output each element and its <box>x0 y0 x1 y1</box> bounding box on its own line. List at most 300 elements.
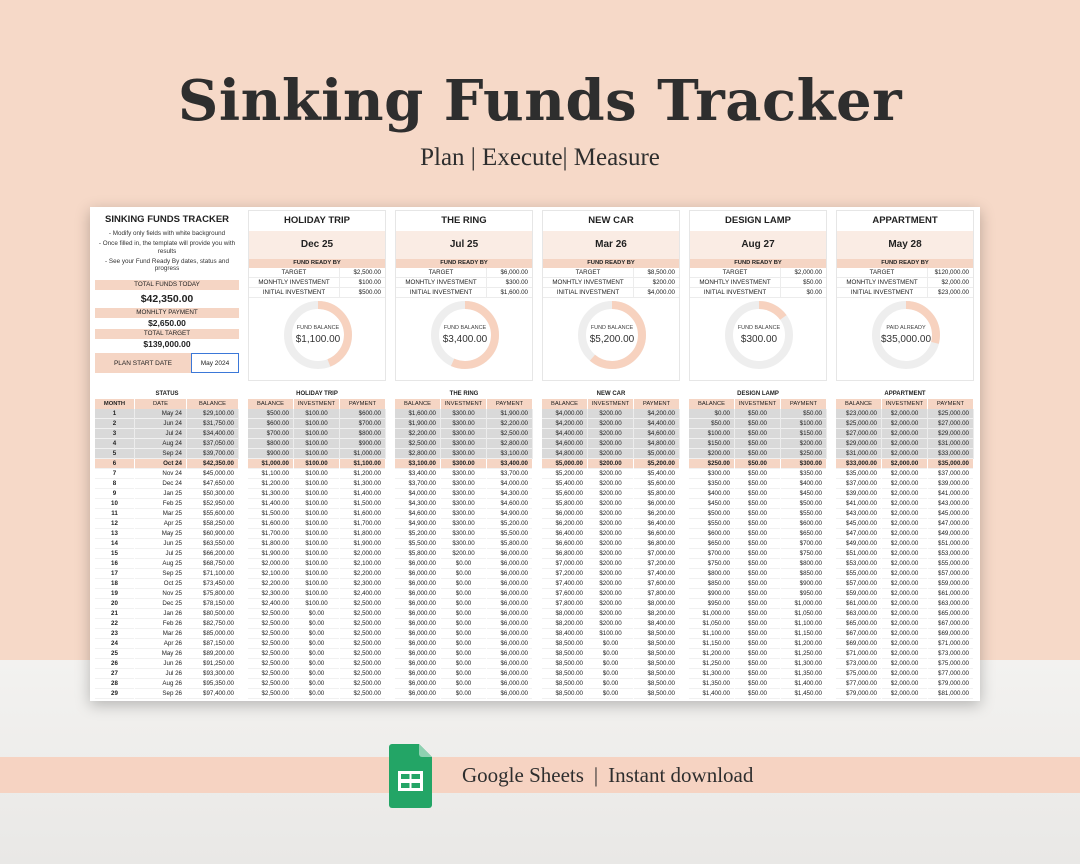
balance-cell: $47,650.00 <box>187 479 239 489</box>
month-cell: 25 <box>95 649 135 659</box>
investment-cell: $300.00 <box>441 419 487 429</box>
fund-monthly-label: MONHTLY INVESTMENT <box>543 278 634 287</box>
fund-target-value[interactable]: $6,000.00 <box>500 269 528 276</box>
balance-cell: $57,000.00 <box>836 579 882 589</box>
balance-cell: $33,000.00 <box>836 459 882 469</box>
table-row <box>248 629 386 639</box>
payment-cell: $750.00 <box>781 549 827 559</box>
payment-cell: $6,600.00 <box>634 529 680 539</box>
table-row <box>95 609 239 619</box>
balance-cell: $50,300.00 <box>187 489 239 499</box>
balance-cell: $1,250.00 <box>689 659 735 669</box>
fund-table <box>836 390 974 699</box>
table-row <box>542 679 680 689</box>
balance-cell: $45,000.00 <box>187 469 239 479</box>
payment-cell: $2,500.00 <box>340 659 386 669</box>
payment-cell: $4,200.00 <box>634 409 680 419</box>
table-row <box>395 609 533 619</box>
investment-cell: $100.00 <box>294 409 340 419</box>
balance-cell: $600.00 <box>689 529 735 539</box>
table-row <box>542 499 680 509</box>
donut-value: $3,400.00 <box>442 334 488 345</box>
table-row <box>542 559 680 569</box>
balance-cell: $1,800.00 <box>248 539 294 549</box>
date-cell: Apr 26 <box>135 639 187 649</box>
fund-ready-date: Mar 26 <box>543 231 679 259</box>
table-row <box>542 669 680 679</box>
table-row <box>95 639 239 649</box>
payment-cell: $51,000.00 <box>928 539 974 549</box>
balance-cell: $69,000.00 <box>836 639 882 649</box>
investment-cell: $50.00 <box>735 449 781 459</box>
investment-cell: $2,000.00 <box>882 519 928 529</box>
balance-cell: $2,500.00 <box>248 649 294 659</box>
balance-cell: $6,000.00 <box>395 669 441 679</box>
payment-cell: $1,250.00 <box>781 649 827 659</box>
investment-cell: $200.00 <box>588 509 634 519</box>
investment-cell: $50.00 <box>735 469 781 479</box>
investment-cell: $300.00 <box>441 439 487 449</box>
payment-cell: $6,000.00 <box>487 579 533 589</box>
table-row <box>248 489 386 499</box>
total-target-label: TOTAL TARGET <box>95 329 239 339</box>
payment-cell: $5,600.00 <box>634 479 680 489</box>
fund-card <box>689 210 827 381</box>
table-row <box>689 449 827 459</box>
balance-cell: $8,500.00 <box>542 679 588 689</box>
balance-cell: $6,000.00 <box>542 509 588 519</box>
investment-cell: $0.00 <box>294 659 340 669</box>
investment-cell: $2,000.00 <box>882 589 928 599</box>
instruction-3: - See your Fund Ready By dates, status and progress <box>105 257 229 273</box>
balance-cell: $500.00 <box>248 409 294 419</box>
balance-cell: $77,000.00 <box>836 679 882 689</box>
investment-cell: $50.00 <box>735 459 781 469</box>
table-row <box>248 449 386 459</box>
table-row <box>395 639 533 649</box>
payment-cell: $33,000.00 <box>928 449 974 459</box>
table-row <box>836 409 974 419</box>
payment-cell: $7,000.00 <box>634 549 680 559</box>
investment-cell: $50.00 <box>735 409 781 419</box>
table-row <box>689 589 827 599</box>
payment-cell: $6,000.00 <box>487 689 533 699</box>
balance-cell: $73,450.00 <box>187 579 239 589</box>
table-row <box>836 639 974 649</box>
balance-cell: $27,000.00 <box>836 429 882 439</box>
investment-cell: $100.00 <box>294 459 340 469</box>
table-row <box>836 679 974 689</box>
investment-cell: $100.00 <box>294 569 340 579</box>
balance-cell: $4,000.00 <box>542 409 588 419</box>
investment-cell: $50.00 <box>735 569 781 579</box>
fund-monthly-value[interactable]: $2,000.00 <box>941 279 969 286</box>
payment-cell: $8,500.00 <box>634 679 680 689</box>
investment-cell: $0.00 <box>588 689 634 699</box>
table-row <box>542 519 680 529</box>
table-row <box>836 519 974 529</box>
table-row <box>95 529 239 539</box>
payment-cell: $1,400.00 <box>781 679 827 689</box>
fund-table <box>248 390 386 699</box>
balance-cell: $5,000.00 <box>542 459 588 469</box>
payment-cell: $4,900.00 <box>487 509 533 519</box>
payment-cell: $6,000.00 <box>487 569 533 579</box>
payment-cell: $2,500.00 <box>340 679 386 689</box>
investment-cell: $200.00 <box>588 419 634 429</box>
table-row <box>248 519 386 529</box>
table-row <box>395 469 533 479</box>
investment-cell: $50.00 <box>735 649 781 659</box>
payment-cell: $6,000.00 <box>487 679 533 689</box>
balance-cell: $42,350.00 <box>187 459 239 469</box>
instruction-2: - Once filled in, the template will provide you with results <box>98 240 236 255</box>
fund-card <box>248 210 386 381</box>
balance-cell: $8,500.00 <box>542 689 588 699</box>
payment-cell: $2,300.00 <box>340 579 386 589</box>
balance-cell: $45,000.00 <box>836 519 882 529</box>
table-row <box>836 689 974 699</box>
date-cell: Dec 25 <box>135 599 187 609</box>
investment-cell: $50.00 <box>735 619 781 629</box>
balance-cell: $95,350.00 <box>187 679 239 689</box>
table-row <box>395 579 533 589</box>
balance-cell: $8,500.00 <box>542 639 588 649</box>
date-cell: Jul 26 <box>135 669 187 679</box>
table-row <box>95 459 239 469</box>
balance-cell: $1,400.00 <box>248 499 294 509</box>
date-cell: Apr 25 <box>135 519 187 529</box>
balance-cell: $25,000.00 <box>836 419 882 429</box>
investment-cell: $50.00 <box>735 439 781 449</box>
balance-cell: $29,000.00 <box>836 439 882 449</box>
table-row <box>542 689 680 699</box>
investment-cell: $2,000.00 <box>882 419 928 429</box>
payment-cell: $50.00 <box>781 409 827 419</box>
payment-cell: $6,000.00 <box>487 559 533 569</box>
payment-cell: $1,700.00 <box>340 519 386 529</box>
table-row <box>836 469 974 479</box>
table-row <box>95 499 239 509</box>
fund-monthly-value[interactable]: $50.00 <box>803 279 822 286</box>
fund-monthly-value[interactable]: $200.00 <box>652 279 675 286</box>
table-row <box>542 479 680 489</box>
payment-cell: $1,900.00 <box>340 539 386 549</box>
table-row <box>689 499 827 509</box>
table-row <box>95 559 239 569</box>
donut-label: FUND BALANCE <box>443 325 487 331</box>
fund-ready-label: FUND READY BY <box>249 259 385 268</box>
status-table-title: STATUS <box>95 390 239 399</box>
investment-cell: $100.00 <box>294 579 340 589</box>
payment-cell: $1,400.00 <box>340 489 386 499</box>
status-table-header <box>95 399 239 409</box>
month-cell: 8 <box>95 479 135 489</box>
payment-cell: $35,000.00 <box>928 459 974 469</box>
date-cell: Jul 24 <box>135 429 187 439</box>
payment-cell: $2,800.00 <box>487 439 533 449</box>
table-row <box>689 429 827 439</box>
table-row <box>542 589 680 599</box>
balance-cell: $2,500.00 <box>248 609 294 619</box>
fund-name: APPARTMENT <box>872 215 938 226</box>
payment-cell: $5,000.00 <box>634 449 680 459</box>
investment-cell: $50.00 <box>735 419 781 429</box>
balance-cell: $37,000.00 <box>836 479 882 489</box>
fund-target-value[interactable]: $2,000.00 <box>794 269 822 276</box>
investment-cell: $2,000.00 <box>882 439 928 449</box>
table-row <box>836 429 974 439</box>
payment-cell: $300.00 <box>781 459 827 469</box>
investment-cell: $50.00 <box>735 609 781 619</box>
balance-cell: $7,800.00 <box>542 599 588 609</box>
fund-ready-date: Jul 25 <box>396 231 532 259</box>
table-row <box>248 459 386 469</box>
balance-cell: $1,050.00 <box>689 619 735 629</box>
balance-cell: $6,400.00 <box>542 529 588 539</box>
table-row <box>248 419 386 429</box>
fund-monthly-value[interactable]: $100.00 <box>358 279 381 286</box>
balance-cell: $1,900.00 <box>395 419 441 429</box>
payment-cell: $59,000.00 <box>928 579 974 589</box>
table-row <box>689 489 827 499</box>
payment-cell: $250.00 <box>781 449 827 459</box>
payment-cell: $600.00 <box>340 409 386 419</box>
balance-cell: $900.00 <box>689 589 735 599</box>
balance-cell: $8,500.00 <box>542 659 588 669</box>
table-row <box>248 639 386 649</box>
payment-cell: $4,300.00 <box>487 489 533 499</box>
fund-initial-value[interactable]: $0.00 <box>806 289 822 296</box>
investment-cell: $2,000.00 <box>882 489 928 499</box>
balance-cell: $5,600.00 <box>542 489 588 499</box>
table-row <box>542 469 680 479</box>
date-cell: Oct 25 <box>135 579 187 589</box>
investment-cell: $200.00 <box>588 439 634 449</box>
fund-initial-label: INITIAL INVESTMENT <box>690 288 781 297</box>
date-cell: Jan 25 <box>135 489 187 499</box>
date-cell: Jun 25 <box>135 539 187 549</box>
balance-cell: $6,000.00 <box>395 659 441 669</box>
fund-target-value[interactable]: $2,500.00 <box>353 269 381 276</box>
table-row <box>95 469 239 479</box>
investment-cell: $0.00 <box>441 669 487 679</box>
table-row <box>395 519 533 529</box>
balance-cell: $2,500.00 <box>248 639 294 649</box>
month-cell: 9 <box>95 489 135 499</box>
investment-cell: $200.00 <box>441 549 487 559</box>
investment-cell: $200.00 <box>588 589 634 599</box>
investment-cell: $100.00 <box>294 499 340 509</box>
payment-cell: $6,000.00 <box>487 609 533 619</box>
investment-cell: $100.00 <box>294 519 340 529</box>
investment-cell: $50.00 <box>735 629 781 639</box>
investment-cell: $50.00 <box>735 529 781 539</box>
balance-cell: $91,250.00 <box>187 659 239 669</box>
table-row <box>248 549 386 559</box>
balance-cell: $66,200.00 <box>187 549 239 559</box>
payment-cell: $500.00 <box>781 499 827 509</box>
fund-monthly-label: MONHTLY INVESTMENT <box>396 278 487 287</box>
balance-cell: $59,000.00 <box>836 589 882 599</box>
table-row <box>95 439 239 449</box>
fund-target-value[interactable]: $8,500.00 <box>647 269 675 276</box>
table-row <box>95 579 239 589</box>
investment-cell: $100.00 <box>294 529 340 539</box>
plan-start-label: PLAN START DATE <box>95 353 191 373</box>
table-row <box>836 669 974 679</box>
payment-cell: $2,500.00 <box>340 629 386 639</box>
date-cell: Jun 26 <box>135 659 187 669</box>
balance-cell: $2,500.00 <box>248 659 294 669</box>
column-header: PAYMENT <box>634 399 680 409</box>
fund-initial-value[interactable]: $500.00 <box>358 289 381 296</box>
table-row <box>836 609 974 619</box>
table-row <box>95 409 239 419</box>
fund-monthly-row <box>837 278 973 288</box>
balance-cell: $4,800.00 <box>542 449 588 459</box>
payment-cell: $150.00 <box>781 429 827 439</box>
table-row <box>248 599 386 609</box>
investment-cell: $50.00 <box>735 509 781 519</box>
plan-start-input[interactable]: May 2024 <box>191 353 239 373</box>
investment-cell: $2,000.00 <box>882 629 928 639</box>
investment-cell: $200.00 <box>588 559 634 569</box>
payment-cell: $39,000.00 <box>928 479 974 489</box>
table-row <box>689 629 827 639</box>
payment-cell: $8,500.00 <box>634 629 680 639</box>
balance-cell: $78,150.00 <box>187 599 239 609</box>
balance-cell: $4,200.00 <box>542 419 588 429</box>
table-row <box>95 649 239 659</box>
balance-cell: $6,000.00 <box>395 689 441 699</box>
fund-monthly-row <box>396 278 532 288</box>
column-header: BALANCE <box>689 399 735 409</box>
investment-cell: $100.00 <box>294 429 340 439</box>
table-row <box>542 649 680 659</box>
fund-ready-date: Aug 27 <box>690 231 826 259</box>
balance-cell: $68,750.00 <box>187 559 239 569</box>
fund-initial-value[interactable]: $4,000.00 <box>647 289 675 296</box>
investment-cell: $0.00 <box>588 679 634 689</box>
table-row <box>395 619 533 629</box>
spreadsheet <box>90 207 980 701</box>
investment-cell: $200.00 <box>588 449 634 459</box>
balance-cell: $8,200.00 <box>542 619 588 629</box>
payment-cell: $37,000.00 <box>928 469 974 479</box>
balance-cell: $97,400.00 <box>187 689 239 699</box>
investment-cell: $2,000.00 <box>882 559 928 569</box>
fund-initial-label: INITIAL INVESTMENT <box>396 288 487 297</box>
table-row <box>689 599 827 609</box>
fund-monthly-label: MONHTLY INVESTMENT <box>837 278 928 287</box>
fund-monthly-value[interactable]: $300.00 <box>505 279 528 286</box>
fund-table-header <box>248 399 386 409</box>
fund-initial-value[interactable]: $23,000.00 <box>938 289 969 296</box>
investment-cell: $300.00 <box>441 499 487 509</box>
fund-name: NEW CAR <box>588 215 634 226</box>
donut-value: $35,000.00 <box>880 334 932 345</box>
balance-cell: $850.00 <box>689 579 735 589</box>
fund-card <box>836 210 974 381</box>
investment-cell: $0.00 <box>441 679 487 689</box>
fund-target-value[interactable]: $120,000.00 <box>934 269 969 276</box>
table-row <box>395 569 533 579</box>
table-row <box>95 519 239 529</box>
balance-cell: $73,000.00 <box>836 659 882 669</box>
balance-cell: $1,600.00 <box>395 409 441 419</box>
date-cell: Sep 26 <box>135 689 187 699</box>
balance-cell: $1,200.00 <box>689 649 735 659</box>
table-row <box>395 509 533 519</box>
balance-cell: $1,700.00 <box>248 529 294 539</box>
table-row <box>689 509 827 519</box>
payment-cell: $900.00 <box>781 579 827 589</box>
balance-cell: $1,400.00 <box>689 689 735 699</box>
date-cell: Nov 24 <box>135 469 187 479</box>
payment-cell: $6,000.00 <box>487 669 533 679</box>
investment-cell: $300.00 <box>441 509 487 519</box>
balance-cell: $49,000.00 <box>836 539 882 549</box>
balance-cell: $4,600.00 <box>395 509 441 519</box>
table-row <box>95 659 239 669</box>
investment-cell: $100.00 <box>294 479 340 489</box>
balance-cell: $2,500.00 <box>248 619 294 629</box>
balance-cell: $6,000.00 <box>395 629 441 639</box>
table-row <box>689 459 827 469</box>
fund-ready-label: FUND READY BY <box>690 259 826 268</box>
balance-cell: $3,400.00 <box>395 469 441 479</box>
table-row <box>689 409 827 419</box>
table-row <box>395 489 533 499</box>
payment-cell: $1,350.00 <box>781 669 827 679</box>
plan-start-row <box>95 353 239 373</box>
payment-cell: $1,600.00 <box>340 509 386 519</box>
month-cell: 28 <box>95 679 135 689</box>
investment-cell: $100.00 <box>294 419 340 429</box>
fund-name: DESIGN LAMP <box>725 215 791 226</box>
investment-cell: $2,000.00 <box>882 479 928 489</box>
payment-cell: $1,300.00 <box>781 659 827 669</box>
balance-cell: $60,900.00 <box>187 529 239 539</box>
payment-cell: $5,400.00 <box>634 469 680 479</box>
payment-cell: $900.00 <box>340 439 386 449</box>
investment-cell: $0.00 <box>441 639 487 649</box>
payment-cell: $4,400.00 <box>634 419 680 429</box>
table-row <box>395 599 533 609</box>
table-row <box>836 529 974 539</box>
investment-cell: $2,000.00 <box>882 599 928 609</box>
payment-cell: $53,000.00 <box>928 549 974 559</box>
donut-value: $300.00 <box>740 334 778 345</box>
payment-cell: $2,500.00 <box>340 599 386 609</box>
balance-cell: $55,600.00 <box>187 509 239 519</box>
table-row <box>395 679 533 689</box>
table-row <box>836 559 974 569</box>
fund-initial-value[interactable]: $1,600.00 <box>500 289 528 296</box>
investment-cell: $50.00 <box>735 669 781 679</box>
investment-cell: $100.00 <box>294 439 340 449</box>
table-row <box>689 539 827 549</box>
payment-cell: $6,000.00 <box>487 589 533 599</box>
payment-cell: $8,500.00 <box>634 669 680 679</box>
fund-target-label: TARGET <box>396 268 487 277</box>
balance-cell: $6,800.00 <box>542 549 588 559</box>
investment-cell: $100.00 <box>294 549 340 559</box>
investment-cell: $200.00 <box>588 609 634 619</box>
balance-cell: $1,600.00 <box>248 519 294 529</box>
donut-value: $1,100.00 <box>295 334 341 345</box>
